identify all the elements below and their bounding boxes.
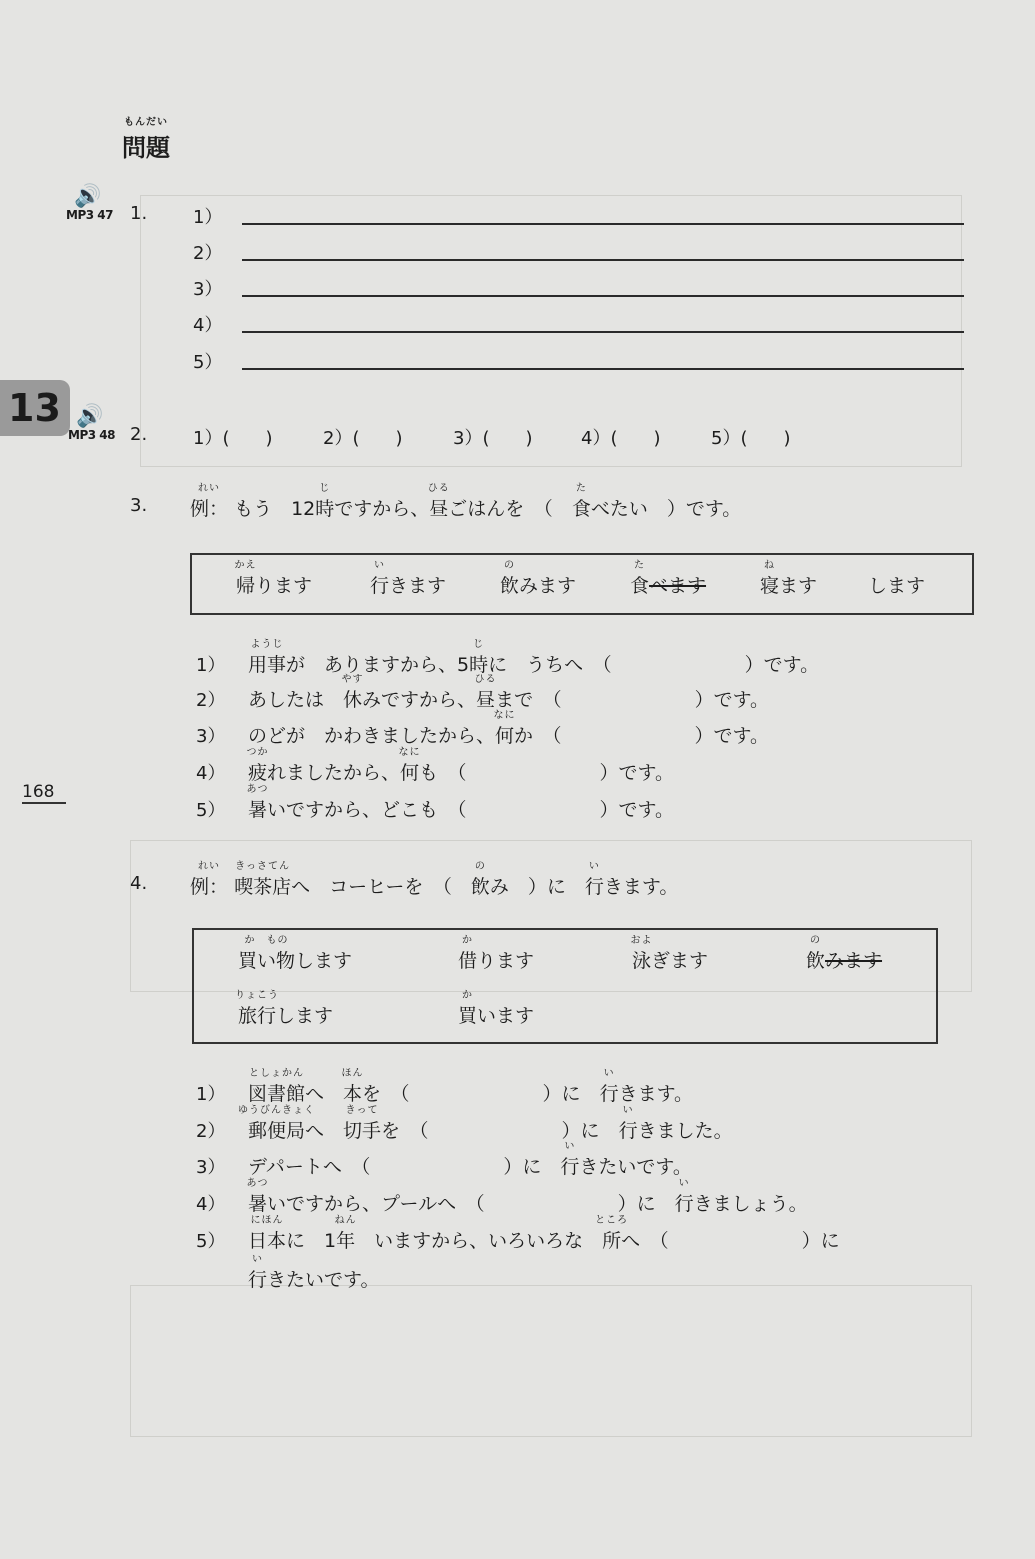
- ruby: ゆうびんきょく: [238, 1105, 315, 1116]
- ruby: い: [678, 1178, 690, 1189]
- ruby: なに: [398, 747, 421, 758]
- kanji: 帰: [236, 575, 256, 597]
- item-text: のどが かわきましたから、: [248, 725, 496, 747]
- kanji: 借: [458, 950, 478, 972]
- ruby: なに: [493, 710, 516, 721]
- word-ending: います: [477, 1005, 535, 1027]
- ruby-word: [474, 674, 497, 712]
- example-text: へ コーヒーを （: [291, 876, 471, 898]
- item-text: か （ ）です。: [514, 725, 770, 747]
- ruby-word: [674, 1178, 694, 1216]
- q3-item: [248, 710, 770, 748]
- word-ending: きます: [389, 575, 447, 597]
- ruby: りょこう: [235, 990, 279, 1001]
- example-kanji: 時: [315, 498, 335, 520]
- q1-item-number: 4）: [193, 315, 223, 336]
- ruby: た: [634, 560, 645, 571]
- q4-word: [458, 935, 535, 973]
- item-text: に 1: [286, 1230, 337, 1252]
- ruby: にほん: [250, 1215, 284, 1226]
- ruby-word: [618, 1105, 638, 1143]
- example-text: ですから、: [334, 498, 430, 520]
- audio-button-q2[interactable]: [68, 406, 116, 442]
- question-number-3: 3.: [130, 495, 148, 516]
- ruby-word: [500, 560, 520, 598]
- ruby: あつ: [246, 1178, 269, 1189]
- q1-item-number: 2）: [193, 243, 223, 264]
- q3-word: [868, 571, 925, 598]
- chapter-tab: 13: [0, 380, 70, 436]
- item-text: へ: [305, 1083, 344, 1105]
- q4-item: [246, 1178, 808, 1216]
- ruby-word: [630, 560, 650, 598]
- ruby: い: [374, 560, 385, 571]
- example-kanji: 喫茶店: [234, 876, 292, 898]
- q1-answer-line[interactable]: [242, 331, 964, 333]
- kanji: 休: [343, 689, 363, 711]
- ruby-word: [248, 1215, 287, 1253]
- ruby-word: [493, 710, 516, 748]
- q3-item: [246, 784, 674, 822]
- ruby: ひる: [474, 674, 497, 685]
- ruby: やす: [341, 674, 364, 685]
- q4-item: [238, 1105, 733, 1143]
- ruby-word: [599, 1068, 619, 1106]
- q3-item-number: 1）: [196, 655, 226, 676]
- q4-item-number: 3）: [196, 1157, 226, 1178]
- item-text: に うちへ （ ）です。: [488, 654, 820, 676]
- word-ending: します: [276, 1005, 334, 1027]
- ruby: か: [462, 990, 473, 1001]
- ruby-word: [458, 990, 478, 1028]
- kanji: 旅行: [238, 1005, 277, 1027]
- word-ending: みます: [519, 575, 577, 597]
- ruby: ようじ: [250, 639, 284, 650]
- word-ending: します: [868, 575, 926, 597]
- kanji: 日本: [248, 1230, 287, 1252]
- ruby: い: [603, 1068, 615, 1079]
- q3-word: [760, 560, 818, 598]
- item-text: きました。: [637, 1120, 733, 1142]
- ruby: ほん: [341, 1068, 364, 1079]
- item-text: いですから、どこも （ ）です。: [267, 799, 674, 821]
- example-kanji: 飲: [470, 876, 490, 898]
- kanji: 行: [370, 575, 390, 597]
- ruby: い: [252, 1254, 263, 1265]
- ruby: の: [810, 935, 821, 946]
- ruby-word: [246, 784, 269, 822]
- word-ending: ます: [779, 575, 818, 597]
- ruby-word: [238, 1105, 315, 1143]
- q3-item-number: 2）: [196, 690, 226, 711]
- ruby: た: [575, 483, 587, 494]
- ruby-word: [238, 935, 296, 973]
- q4-item-number: 5）: [196, 1231, 226, 1252]
- example-kanji: 行: [584, 876, 604, 898]
- ruby: ね: [764, 560, 775, 571]
- example-text: べたい ）です。: [590, 498, 742, 520]
- q3-item: [248, 639, 820, 677]
- kanji: 行: [248, 1269, 268, 1291]
- ruby-word: [343, 1105, 382, 1143]
- item-text: きたいです。: [579, 1156, 692, 1178]
- kanji: 行: [674, 1193, 694, 1215]
- q4-word: [630, 935, 709, 973]
- q3-word: [370, 560, 447, 598]
- item-text: まで （ ）です。: [495, 689, 770, 711]
- q1-item-number: 5）: [193, 352, 223, 373]
- kanji: 行: [618, 1120, 638, 1142]
- q4-word: [458, 990, 535, 1028]
- q2-answer-blank[interactable]: 2）( ): [323, 428, 403, 449]
- kanji: 本: [343, 1083, 363, 1105]
- item-text: あしたは: [248, 689, 344, 711]
- word-ending: ぎます: [651, 950, 709, 972]
- kanji: 時: [469, 654, 489, 676]
- item-text: デパートへ （ ）に: [248, 1156, 561, 1178]
- q4-item-number: 4）: [196, 1194, 226, 1215]
- q1-item-number: 3）: [193, 279, 223, 300]
- example-kanji: 昼: [429, 498, 449, 520]
- example-label: 例：: [190, 498, 229, 520]
- item-text: きましょう。: [693, 1193, 808, 1215]
- ruby: か もの: [244, 935, 289, 946]
- q4-word: [806, 935, 883, 973]
- ruby: じ: [473, 639, 485, 650]
- question-number-2: 2.: [130, 424, 148, 445]
- example-label: 例：: [190, 876, 229, 898]
- question-number-1: 1.: [130, 203, 148, 224]
- example-text: ごはんを （: [448, 498, 572, 520]
- ruby-word: [458, 935, 478, 973]
- audio-label: MP3 48: [68, 428, 115, 442]
- ruby-word: [341, 674, 364, 712]
- ruby: い: [588, 861, 600, 872]
- word-ending: みます: [825, 950, 883, 972]
- ruby-word: [760, 560, 780, 598]
- item-text: を （ ）に: [362, 1083, 600, 1105]
- q3-item-number: 4）: [196, 763, 226, 784]
- q3-example: [190, 483, 742, 521]
- item-text: きたいです。: [267, 1269, 380, 1291]
- q1-answer-line[interactable]: [242, 259, 964, 261]
- item-text: も （ ）です。: [419, 762, 675, 784]
- kanji: 昼: [476, 689, 496, 711]
- ruby-word: [234, 560, 257, 598]
- ruby: ねん: [334, 1215, 357, 1226]
- ruby: あつ: [246, 784, 269, 795]
- kanji: 何: [495, 725, 515, 747]
- ruby: れい: [198, 861, 220, 872]
- kanji: 寝: [760, 575, 780, 597]
- example-kanji: 食: [571, 498, 591, 520]
- ruby-word: [630, 935, 653, 973]
- ruby: の: [504, 560, 515, 571]
- speaker-icon: 🔊: [74, 184, 102, 209]
- q3-word: [500, 560, 577, 598]
- ruby: およ: [630, 935, 653, 946]
- kanji: 年: [336, 1230, 356, 1252]
- q3-item: [246, 747, 675, 785]
- example-text: み ）に: [489, 876, 585, 898]
- kanji: 飲: [806, 950, 826, 972]
- q3-word: [630, 560, 707, 598]
- ruby: きって: [345, 1105, 379, 1116]
- title-text: 問題: [122, 134, 170, 162]
- page-number: 168: [22, 782, 66, 804]
- title-ruby: もんだい: [124, 117, 168, 128]
- ruby: つか: [246, 747, 269, 758]
- ruby-word: [370, 560, 390, 598]
- kanji: 郵便局: [248, 1120, 306, 1142]
- kanji: 暑: [248, 799, 268, 821]
- q4-item: [248, 1141, 692, 1179]
- kanji: 図書館: [248, 1083, 306, 1105]
- q4-item-number: 2）: [196, 1121, 226, 1142]
- ruby: い: [622, 1105, 634, 1116]
- item-text: へ （ ）に: [621, 1230, 840, 1252]
- word-ending: ります: [477, 950, 535, 972]
- question-number-4: 4.: [130, 873, 148, 894]
- ruby-word: [235, 990, 279, 1028]
- q1-answer-line[interactable]: [242, 223, 964, 225]
- q1-item-number: 1）: [193, 207, 223, 228]
- example-text: もう 12: [234, 498, 316, 520]
- q4-item5-continuation: [248, 1254, 380, 1292]
- page-title: [122, 117, 170, 163]
- kanji: 用事: [248, 654, 287, 676]
- kanji: 暑: [248, 1193, 268, 1215]
- ruby-word: [398, 747, 421, 785]
- kanji: 所: [602, 1230, 622, 1252]
- q2-answer-blank[interactable]: 4）( ): [581, 428, 661, 449]
- q2-answer-blank[interactable]: 5）( ): [711, 428, 791, 449]
- q4-item-number: 1）: [196, 1084, 226, 1105]
- kanji: 買い物: [238, 950, 296, 972]
- kanji: 飲: [500, 575, 520, 597]
- ruby-word: [334, 1215, 357, 1253]
- ruby: ところ: [595, 1215, 629, 1226]
- speaker-icon: 🔊: [76, 404, 104, 429]
- item-text: きます。: [618, 1083, 694, 1105]
- ruby: かえ: [234, 560, 257, 571]
- ruby: きっさてん: [235, 861, 291, 872]
- ruby-word: [595, 1215, 629, 1253]
- kanji: 何: [400, 762, 420, 784]
- q3-word: [234, 560, 313, 598]
- q4-word: [238, 935, 353, 973]
- kanji: 行: [560, 1156, 580, 1178]
- item-text: を （ ）に: [381, 1120, 619, 1142]
- item-text: みですから、: [362, 689, 477, 711]
- q3-item-number: 5）: [196, 800, 226, 821]
- q1-answer-line[interactable]: [242, 295, 964, 297]
- item-text: いますから、いろいろな: [355, 1230, 603, 1252]
- audio-label: MP3 47: [66, 208, 113, 222]
- item-text: いですから、プールへ （ ）に: [267, 1193, 675, 1215]
- q4-item: [248, 1215, 840, 1253]
- audio-button-q1[interactable]: [66, 186, 114, 222]
- q2-answer-blank[interactable]: 1）( ): [193, 428, 273, 449]
- q4-example: [190, 861, 679, 899]
- q3-item-number: 3）: [196, 726, 226, 747]
- q1-answer-line[interactable]: [242, 368, 964, 370]
- ruby: い: [564, 1141, 576, 1152]
- kanji: 買: [458, 1005, 478, 1027]
- item-text: れましたから、: [267, 762, 401, 784]
- kanji: 疲: [248, 762, 268, 784]
- ruby-word: [806, 935, 826, 973]
- item-text: へ: [305, 1120, 344, 1142]
- kanji: 食: [630, 575, 650, 597]
- word-ending: べます: [649, 575, 707, 597]
- kanji: 行: [599, 1083, 619, 1105]
- ruby-word: [248, 639, 287, 677]
- ruby: の: [474, 861, 486, 872]
- word-ending: ります: [255, 575, 313, 597]
- q4-word: [235, 990, 334, 1028]
- kanji: 泳: [632, 950, 652, 972]
- word-ending: します: [295, 950, 353, 972]
- ruby: じ: [319, 483, 331, 494]
- ruby: れい: [198, 483, 220, 494]
- ruby: か: [462, 935, 473, 946]
- ruby-word: [560, 1141, 580, 1179]
- ruby: ひる: [427, 483, 450, 494]
- q2-answer-blank[interactable]: 3）( ): [453, 428, 533, 449]
- ruby: としょかん: [249, 1068, 304, 1079]
- kanji: 切手: [343, 1120, 382, 1142]
- bleed-through-panel: [130, 1285, 972, 1437]
- item-text: が ありますから、5: [286, 654, 470, 676]
- example-text: きます。: [603, 876, 679, 898]
